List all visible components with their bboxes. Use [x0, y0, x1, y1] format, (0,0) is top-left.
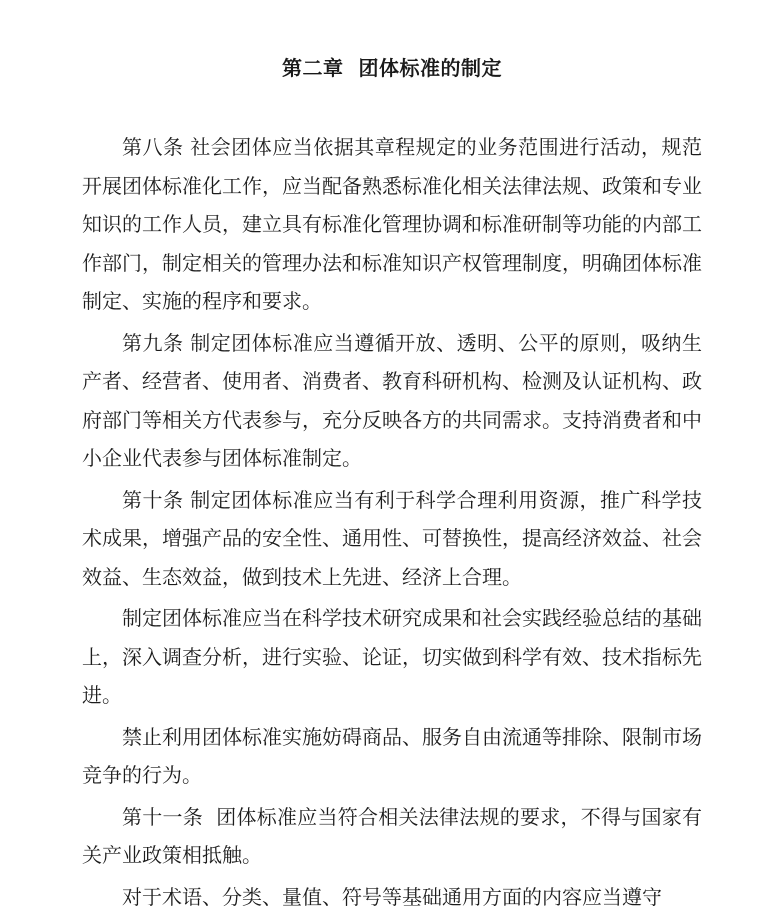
article-9-paragraph: 第九条 制定团体标准应当遵循开放、透明、公平的原则，吸纳生产者、经营者、使用者、消费者、教育科研机构、检测及认证机构、政府部门等相关方代表参与，充分反映各方的共同需求。支持消费者和中小企业代表参与团体标准制定。 — [82, 330, 702, 470]
article-11-paragraph: 第十一条 团体标准应当符合相关法律法规的要求，不得与国家有关产业政策相抵触。 — [82, 804, 702, 867]
article-10-paragraph-3: 禁止利用团体标准实施妨碍商品、服务自由流通等排除、限制市场竞争的行为。 — [82, 724, 702, 787]
chapter-title: 第二章 团体标准的制定 — [282, 56, 502, 80]
article-10-paragraph-2: 制定团体标准应当在科学技术研究成果和社会实践经验总结的基础上，深入调查分析，进行实验、论证，切实做到科学有效、技术指标先进。 — [82, 606, 702, 707]
document-body — [82, 128, 702, 916]
article-8-paragraph: 第八条 社会团体应当依据其章程规定的业务范围进行活动，规范开展团体标准化工作，应当配备熟悉标准化相关法律法规、政策和专业知识的工作人员，建立具有标准化管理协调和标准研制等功能的内部工作部门，制定相关的管理办法和标准知识产权管理制度，明确团体标准制定、实施的程序和要求。 — [82, 135, 702, 313]
article-11-paragraph-2: 对于术语、分类、量值、符号等基础通用方面的内容应当遵守 — [122, 884, 662, 909]
article-10-paragraph: 第十条 制定团体标准应当有利于科学合理利用资源，推广科学技术成果，增强产品的安全性、通用性、可替换性，提高经济效益、社会效益、生态效益，做到技术上先进、经济上合理。 — [82, 487, 702, 589]
